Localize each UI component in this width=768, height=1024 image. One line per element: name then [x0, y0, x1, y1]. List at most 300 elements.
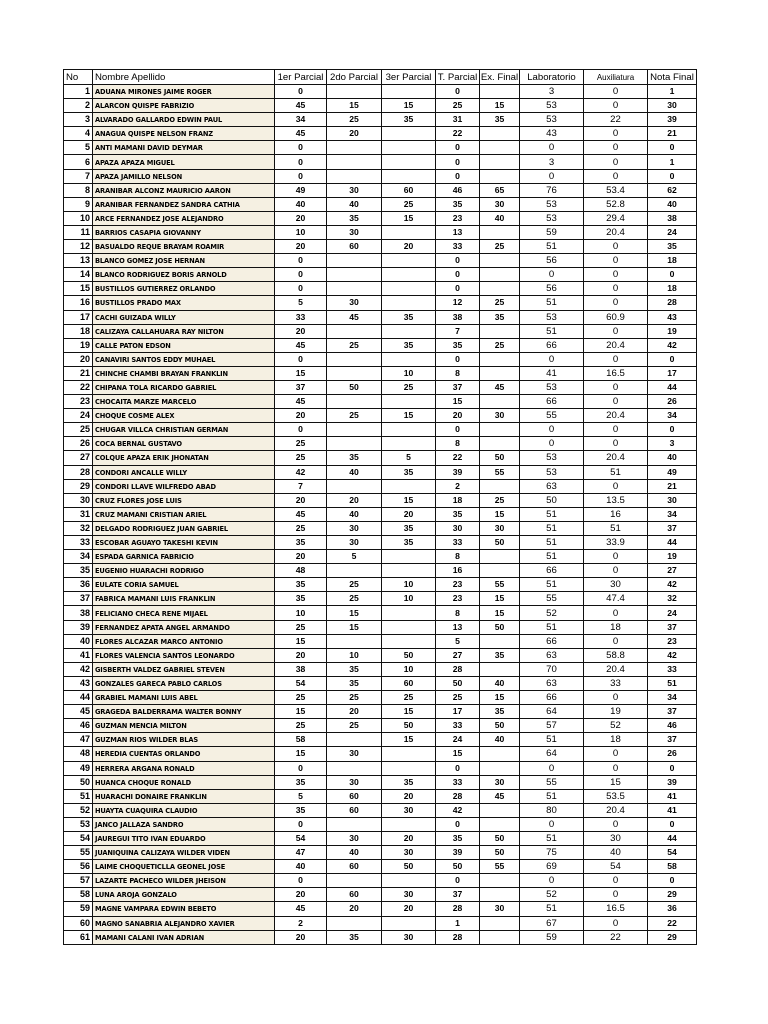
score-2do-parcial: 25 [327, 578, 382, 592]
score-3er-parcial: 35 [382, 465, 436, 479]
score-3er-parcial [382, 127, 436, 141]
score-nota-final: 0 [648, 423, 697, 437]
score-2do-parcial: 20 [327, 902, 382, 916]
score-laboratorio: 66 [520, 691, 584, 705]
student-number: 13 [64, 254, 93, 268]
score-ex-final [480, 634, 520, 648]
score-t-parcial: 24 [436, 733, 480, 747]
student-number: 48 [64, 747, 93, 761]
score-1er-parcial: 25 [275, 719, 327, 733]
score-ex-final [480, 127, 520, 141]
score-t-parcial: 8 [436, 437, 480, 451]
student-name: CHOQUE COSME ALEX [93, 409, 275, 423]
table-row [64, 282, 697, 296]
table-row [64, 211, 697, 225]
score-2do-parcial [327, 352, 382, 366]
score-t-parcial: 15 [436, 395, 480, 409]
score-t-parcial: 27 [436, 648, 480, 662]
score-1er-parcial: 20 [275, 930, 327, 944]
student-name: CONDORI LLAVE WILFREDO ABAD [93, 479, 275, 493]
score-2do-parcial [327, 141, 382, 155]
student-number: 6 [64, 155, 93, 169]
score-t-parcial: 46 [436, 183, 480, 197]
score-laboratorio: 64 [520, 705, 584, 719]
student-number: 47 [64, 733, 93, 747]
score-laboratorio: 0 [520, 761, 584, 775]
score-ex-final: 55 [480, 860, 520, 874]
table-row [64, 634, 697, 648]
score-1er-parcial: 5 [275, 789, 327, 803]
score-2do-parcial: 30 [327, 521, 382, 535]
score-nota-final: 19 [648, 550, 697, 564]
score-laboratorio: 41 [520, 366, 584, 380]
table-row [64, 874, 697, 888]
student-name: GISBERTH VALDEZ GABRIEL STEVEN [93, 662, 275, 676]
score-1er-parcial: 0 [275, 268, 327, 282]
score-3er-parcial [382, 324, 436, 338]
score-auxiliatura: 0 [584, 479, 648, 493]
score-nota-final: 35 [648, 240, 697, 254]
score-laboratorio: 63 [520, 676, 584, 690]
score-3er-parcial [382, 423, 436, 437]
score-nota-final: 62 [648, 183, 697, 197]
score-3er-parcial: 35 [382, 536, 436, 550]
student-name: JUANIQUINA CALIZAYA WILDER VIDEN [93, 846, 275, 860]
score-auxiliatura: 0 [584, 254, 648, 268]
score-3er-parcial [382, 564, 436, 578]
score-auxiliatura: 18 [584, 733, 648, 747]
score-auxiliatura: 47.4 [584, 592, 648, 606]
table-row [64, 733, 697, 747]
score-3er-parcial: 50 [382, 719, 436, 733]
student-number: 27 [64, 451, 93, 465]
score-laboratorio: 55 [520, 775, 584, 789]
score-auxiliatura: 18 [584, 620, 648, 634]
score-laboratorio: 51 [520, 620, 584, 634]
student-name: FELICIANO CHECA RENE MIJAEL [93, 606, 275, 620]
score-2do-parcial [327, 423, 382, 437]
score-ex-final: 50 [480, 846, 520, 860]
student-number: 29 [64, 479, 93, 493]
score-nota-final: 41 [648, 803, 697, 817]
score-2do-parcial: 20 [327, 493, 382, 507]
table-row [64, 662, 697, 676]
student-number: 50 [64, 775, 93, 789]
table-row [64, 592, 697, 606]
score-auxiliatura: 58.8 [584, 648, 648, 662]
score-2do-parcial: 30 [327, 183, 382, 197]
score-2do-parcial: 30 [327, 747, 382, 761]
score-auxiliatura: 0 [584, 817, 648, 831]
score-2do-parcial [327, 282, 382, 296]
score-auxiliatura: 52 [584, 719, 648, 733]
score-3er-parcial: 20 [382, 240, 436, 254]
score-ex-final [480, 85, 520, 99]
table-row [64, 437, 697, 451]
score-1er-parcial: 0 [275, 85, 327, 99]
student-number: 37 [64, 592, 93, 606]
score-3er-parcial [382, 747, 436, 761]
score-auxiliatura: 0 [584, 874, 648, 888]
student-name: HUARACHI DONAIRE FRANKLIN [93, 789, 275, 803]
score-1er-parcial: 0 [275, 169, 327, 183]
score-auxiliatura: 0 [584, 282, 648, 296]
score-laboratorio: 66 [520, 634, 584, 648]
score-auxiliatura: 30 [584, 831, 648, 845]
score-3er-parcial: 30 [382, 930, 436, 944]
score-laboratorio: 59 [520, 930, 584, 944]
score-t-parcial: 42 [436, 803, 480, 817]
table-row [64, 775, 697, 789]
score-t-parcial: 39 [436, 846, 480, 860]
score-nota-final: 21 [648, 127, 697, 141]
score-ex-final [480, 479, 520, 493]
score-laboratorio: 0 [520, 874, 584, 888]
score-ex-final [480, 268, 520, 282]
student-name: MAMANI CALANI IVAN ADRIAN [93, 930, 275, 944]
score-nota-final: 38 [648, 211, 697, 225]
score-ex-final [480, 225, 520, 239]
score-t-parcial: 35 [436, 831, 480, 845]
score-t-parcial: 8 [436, 606, 480, 620]
student-name: ANAGUA QUISPE NELSON FRANZ [93, 127, 275, 141]
score-2do-parcial [327, 85, 382, 99]
score-nota-final: 0 [648, 268, 697, 282]
student-name: JANCO JALLAZA SANDRO [93, 817, 275, 831]
score-3er-parcial: 5 [382, 451, 436, 465]
score-laboratorio: 0 [520, 141, 584, 155]
score-auxiliatura: 0 [584, 380, 648, 394]
score-2do-parcial: 40 [327, 507, 382, 521]
student-name: ESCOBAR AGUAYO TAKESHI KEVIN [93, 536, 275, 550]
score-nota-final: 0 [648, 817, 697, 831]
score-3er-parcial: 15 [382, 409, 436, 423]
table-row [64, 268, 697, 282]
score-2do-parcial: 40 [327, 197, 382, 211]
score-2do-parcial [327, 366, 382, 380]
score-ex-final: 50 [480, 831, 520, 845]
score-auxiliatura: 0 [584, 85, 648, 99]
score-nota-final: 32 [648, 592, 697, 606]
table-row [64, 817, 697, 831]
score-ex-final: 40 [480, 211, 520, 225]
student-name: JAUREGUI TITO IVAN EDUARDO [93, 831, 275, 845]
score-nota-final: 30 [648, 493, 697, 507]
score-nota-final: 37 [648, 620, 697, 634]
score-ex-final: 25 [480, 493, 520, 507]
table-row [64, 183, 697, 197]
student-name: GRAGEDA BALDERRAMA WALTER BONNY [93, 705, 275, 719]
student-number: 34 [64, 550, 93, 564]
score-3er-parcial [382, 817, 436, 831]
student-number: 17 [64, 310, 93, 324]
score-ex-final: 45 [480, 380, 520, 394]
score-ex-final: 25 [480, 296, 520, 310]
table-row [64, 564, 697, 578]
score-nota-final: 42 [648, 648, 697, 662]
score-ex-final: 25 [480, 338, 520, 352]
table-row [64, 225, 697, 239]
score-ex-final [480, 888, 520, 902]
score-auxiliatura: 0 [584, 324, 648, 338]
table-row [64, 803, 697, 817]
student-name: BLANCO RODRIGUEZ BORIS ARNOLD [93, 268, 275, 282]
score-ex-final [480, 366, 520, 380]
score-nota-final: 39 [648, 775, 697, 789]
score-nota-final: 0 [648, 141, 697, 155]
score-t-parcial: 0 [436, 874, 480, 888]
student-name: CONDORI ANCALLE WILLY [93, 465, 275, 479]
score-laboratorio: 53 [520, 451, 584, 465]
score-1er-parcial: 35 [275, 578, 327, 592]
score-auxiliatura: 33 [584, 676, 648, 690]
score-t-parcial: 28 [436, 789, 480, 803]
score-2do-parcial: 40 [327, 846, 382, 860]
score-auxiliatura: 19 [584, 705, 648, 719]
score-2do-parcial [327, 874, 382, 888]
table-row [64, 620, 697, 634]
score-laboratorio: 56 [520, 282, 584, 296]
score-nota-final: 30 [648, 99, 697, 113]
score-2do-parcial: 35 [327, 662, 382, 676]
student-name: APAZA JAMILLO NELSON [93, 169, 275, 183]
score-2do-parcial [327, 634, 382, 648]
col-header-name: Nombre Apellido [93, 70, 275, 85]
score-ex-final: 65 [480, 183, 520, 197]
score-t-parcial: 23 [436, 211, 480, 225]
col-header-t-parcial: T. Parcial [436, 70, 480, 85]
score-nota-final: 42 [648, 578, 697, 592]
score-t-parcial: 50 [436, 676, 480, 690]
score-3er-parcial: 60 [382, 183, 436, 197]
student-name: ARANIBAR FERNANDEZ SANDRA CATHIA [93, 197, 275, 211]
table-row [64, 606, 697, 620]
score-3er-parcial [382, 169, 436, 183]
score-2do-parcial: 25 [327, 338, 382, 352]
score-ex-final: 30 [480, 521, 520, 535]
score-2do-parcial: 5 [327, 550, 382, 564]
score-laboratorio: 53 [520, 99, 584, 113]
score-laboratorio: 0 [520, 437, 584, 451]
score-auxiliatura: 22 [584, 930, 648, 944]
student-name: FABRICA MAMANI LUIS FRANKLIN [93, 592, 275, 606]
score-nota-final: 43 [648, 310, 697, 324]
score-1er-parcial: 45 [275, 507, 327, 521]
score-t-parcial: 0 [436, 85, 480, 99]
student-number: 21 [64, 366, 93, 380]
score-t-parcial: 17 [436, 705, 480, 719]
score-ex-final [480, 423, 520, 437]
score-2do-parcial: 30 [327, 296, 382, 310]
score-nota-final: 24 [648, 225, 697, 239]
score-1er-parcial: 5 [275, 296, 327, 310]
score-auxiliatura: 33.9 [584, 536, 648, 550]
student-number: 16 [64, 296, 93, 310]
score-nota-final: 26 [648, 395, 697, 409]
score-t-parcial: 20 [436, 409, 480, 423]
student-name: CHIPANA TOLA RICARDO GABRIEL [93, 380, 275, 394]
score-auxiliatura: 29.4 [584, 211, 648, 225]
score-ex-final: 50 [480, 536, 520, 550]
score-laboratorio: 43 [520, 127, 584, 141]
student-number: 5 [64, 141, 93, 155]
score-nota-final: 18 [648, 254, 697, 268]
student-number: 54 [64, 831, 93, 845]
student-name: ADUANA MIRONES JAIME ROGER [93, 85, 275, 99]
student-name: COLQUE APAZA ERIK JHONATAN [93, 451, 275, 465]
score-auxiliatura: 0 [584, 423, 648, 437]
student-number: 55 [64, 846, 93, 860]
score-3er-parcial: 35 [382, 338, 436, 352]
score-2do-parcial: 60 [327, 240, 382, 254]
score-2do-parcial [327, 268, 382, 282]
score-laboratorio: 66 [520, 395, 584, 409]
student-name: CRUZ FLORES JOSE LUIS [93, 493, 275, 507]
score-auxiliatura: 20.4 [584, 803, 648, 817]
score-nota-final: 0 [648, 761, 697, 775]
student-number: 7 [64, 169, 93, 183]
table-row [64, 691, 697, 705]
score-3er-parcial: 15 [382, 733, 436, 747]
score-nota-final: 17 [648, 366, 697, 380]
table-row [64, 352, 697, 366]
student-number: 24 [64, 409, 93, 423]
student-name: GUZMAN RIOS WILDER BLAS [93, 733, 275, 747]
score-laboratorio: 3 [520, 85, 584, 99]
score-2do-parcial [327, 479, 382, 493]
score-ex-final [480, 282, 520, 296]
score-1er-parcial: 25 [275, 620, 327, 634]
score-auxiliatura: 20.4 [584, 409, 648, 423]
score-2do-parcial: 25 [327, 691, 382, 705]
grades-table [63, 69, 697, 945]
student-name: HUANCA CHOQUE RONALD [93, 775, 275, 789]
table-row [64, 395, 697, 409]
student-number: 60 [64, 916, 93, 930]
score-auxiliatura: 22 [584, 113, 648, 127]
student-number: 56 [64, 860, 93, 874]
student-number: 46 [64, 719, 93, 733]
score-laboratorio: 51 [520, 550, 584, 564]
score-1er-parcial: 20 [275, 493, 327, 507]
score-ex-final [480, 155, 520, 169]
score-t-parcial: 35 [436, 507, 480, 521]
score-1er-parcial: 35 [275, 536, 327, 550]
score-2do-parcial [327, 437, 382, 451]
student-number: 36 [64, 578, 93, 592]
score-auxiliatura: 0 [584, 747, 648, 761]
score-3er-parcial [382, 85, 436, 99]
table-row [64, 860, 697, 874]
table-row [64, 493, 697, 507]
score-ex-final: 35 [480, 705, 520, 719]
score-2do-parcial: 20 [327, 127, 382, 141]
score-t-parcial: 7 [436, 324, 480, 338]
score-nota-final: 0 [648, 169, 697, 183]
score-t-parcial: 31 [436, 113, 480, 127]
table-row [64, 141, 697, 155]
score-laboratorio: 3 [520, 155, 584, 169]
score-t-parcial: 22 [436, 451, 480, 465]
student-number: 51 [64, 789, 93, 803]
score-3er-parcial: 30 [382, 846, 436, 860]
score-2do-parcial: 35 [327, 451, 382, 465]
score-ex-final: 50 [480, 620, 520, 634]
score-2do-parcial: 40 [327, 465, 382, 479]
student-name: FLORES ALCAZAR MARCO ANTONIO [93, 634, 275, 648]
score-nota-final: 46 [648, 719, 697, 733]
score-laboratorio: 53 [520, 197, 584, 211]
score-2do-parcial: 25 [327, 592, 382, 606]
table-row [64, 789, 697, 803]
score-auxiliatura: 0 [584, 564, 648, 578]
score-nota-final: 1 [648, 85, 697, 99]
table-row [64, 719, 697, 733]
student-name: GRABIEL MAMANI LUIS ABEL [93, 691, 275, 705]
score-nota-final: 36 [648, 902, 697, 916]
score-3er-parcial [382, 761, 436, 775]
score-laboratorio: 53 [520, 465, 584, 479]
score-t-parcial: 30 [436, 521, 480, 535]
student-name: GONZALES GARECA PABLO CARLOS [93, 676, 275, 690]
student-name: CANAVIRI SANTOS EDDY MUHAEL [93, 352, 275, 366]
score-2do-parcial: 45 [327, 310, 382, 324]
score-1er-parcial: 15 [275, 634, 327, 648]
score-ex-final: 45 [480, 789, 520, 803]
student-number: 39 [64, 620, 93, 634]
score-nota-final: 23 [648, 634, 697, 648]
score-3er-parcial [382, 634, 436, 648]
score-t-parcial: 23 [436, 592, 480, 606]
score-ex-final: 40 [480, 733, 520, 747]
table-row [64, 380, 697, 394]
score-auxiliatura: 51 [584, 521, 648, 535]
score-1er-parcial: 20 [275, 240, 327, 254]
score-2do-parcial [327, 733, 382, 747]
student-number: 58 [64, 888, 93, 902]
score-3er-parcial [382, 479, 436, 493]
score-2do-parcial: 35 [327, 676, 382, 690]
student-number: 31 [64, 507, 93, 521]
score-3er-parcial: 10 [382, 662, 436, 676]
score-t-parcial: 33 [436, 240, 480, 254]
score-1er-parcial: 42 [275, 465, 327, 479]
student-name: ARCE FERNANDEZ JOSE ALEJANDRO [93, 211, 275, 225]
score-auxiliatura: 0 [584, 155, 648, 169]
score-nota-final: 28 [648, 296, 697, 310]
score-3er-parcial [382, 254, 436, 268]
student-name: CHOCAITA MARZE MARCELO [93, 395, 275, 409]
score-laboratorio: 66 [520, 338, 584, 352]
col-header-no: No [64, 70, 93, 85]
score-1er-parcial: 35 [275, 775, 327, 789]
student-name: BARRIOS CASAPIA GIOVANNY [93, 225, 275, 239]
student-number: 23 [64, 395, 93, 409]
student-number: 4 [64, 127, 93, 141]
score-1er-parcial: 0 [275, 817, 327, 831]
student-number: 9 [64, 197, 93, 211]
student-name: MAGNE VAMPARA EDWIN BEBETO [93, 902, 275, 916]
student-number: 57 [64, 874, 93, 888]
col-header-1er-parcial: 1er Parcial [275, 70, 327, 85]
score-t-parcial: 37 [436, 888, 480, 902]
score-nota-final: 29 [648, 888, 697, 902]
score-ex-final [480, 437, 520, 451]
score-t-parcial: 0 [436, 155, 480, 169]
score-auxiliatura: 20.4 [584, 338, 648, 352]
score-t-parcial: 8 [436, 550, 480, 564]
score-nota-final: 33 [648, 662, 697, 676]
